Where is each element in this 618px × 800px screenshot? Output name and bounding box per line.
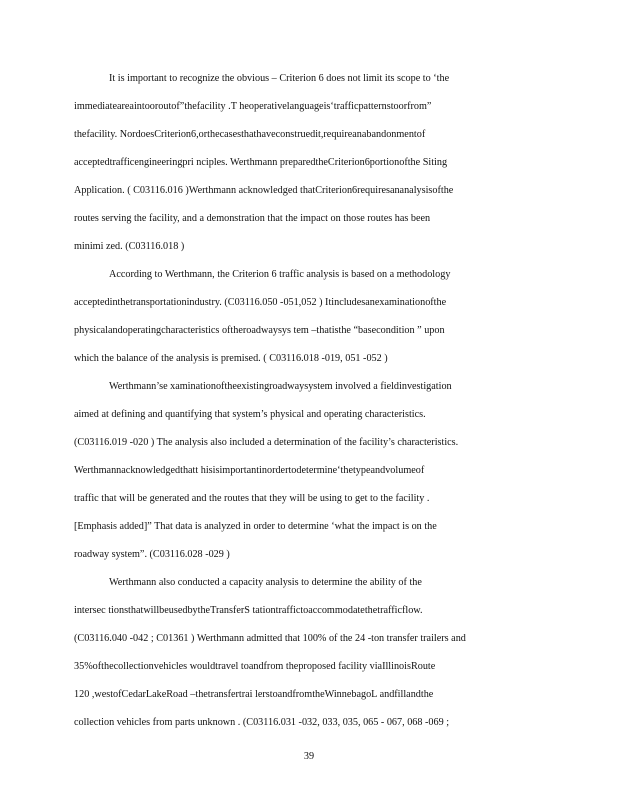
text-line: acceptedtrafficengineeringpri nciples. Werthmann preparedtheCriterion6portionofthe Siting — [74, 157, 448, 168]
text-line: roadway system”. (C03116.028 -029 ) — [74, 549, 230, 560]
text-line: 35%ofthecollectionvehicles wouldtravel toandfrom theproposed facility viaIllinoisRoute — [74, 661, 436, 672]
text-line: It is important to recognize the obvious – Criterion 6 does not limit its scope to ‘the — [109, 73, 450, 84]
text-line: immediateareaintooroutof”thefacility .T heoperativelanguageis‘trafficpatternstoorfrom” — [74, 101, 432, 112]
text-line: acceptedinthetransportationindustry. (C03116.050 -051,052 ) Itincludesanexaminationofthe — [74, 297, 447, 308]
text-line: According to Werthmann, the Criterion 6 traffic analysis is based on a methodology — [109, 269, 451, 280]
text-line: which the balance of the analysis is premised. ( C03116.018 -019, 051 -052 ) — [74, 353, 388, 364]
text-line: Werthmann’se xaminationoftheexistingroadwaysystem involved a fieldinvestigation — [109, 381, 452, 392]
text-line: collection vehicles from parts unknown . (C03116.031 -032, 033, 035, 065 - 067, 068 -069 ; — [74, 717, 450, 728]
text-line: minimi zed. (C03116.018 ) — [74, 241, 185, 252]
text-line: Werthmann also conducted a capacity analysis to determine the ability of the — [109, 577, 422, 588]
text-line: routes serving the facility, and a demonstration that the impact on those routes has been — [74, 213, 431, 224]
text-line: Application. ( C03116.016 )Werthmann acknowledged thatCriterion6requiresananalysisofthe — [74, 185, 454, 196]
text-line: (C03116.040 -042 ; C01361 ) Werthmann admitted that 100% of the 24 -ton transfer trailers and — [74, 633, 466, 644]
text-line: aimed at defining and quantifying that system’s physical and operating characteristics. — [74, 409, 426, 420]
page-number: 39 — [303, 751, 315, 762]
text-line: (C03116.019 -020 ) The analysis also included a determination of the facility’s characteristics. — [74, 437, 459, 448]
text-line: thefacility. NordoesCriterion6,orthecasesthathaveconstruedit,requireanabandonmentof — [74, 129, 426, 140]
text-line: 120 ,westofCedarLakeRoad –thetransfertrai lerstoandfromtheWinnebagoL andfillandthe — [74, 689, 434, 700]
text-line: [Emphasis added]” That data is analyzed in order to determine ‘what the impact is on the — [74, 521, 437, 532]
text-line: intersec tionsthatwillbeusedbytheTransferS tationtraffictoaccommodatethetrafficflow. — [74, 605, 423, 616]
text-line: Werthmannacknowledgedthatt hisisimportantinordertodetermine‘thetypeandvolumeof — [74, 465, 425, 476]
text-line: physicalandoperatingcharacteristics oftheroadwaysys tem –thatisthe “basecondition ” upon — [74, 325, 445, 336]
text-line: traffic that will be generated and the routes that they will be using to get to the facility . — [74, 493, 430, 504]
